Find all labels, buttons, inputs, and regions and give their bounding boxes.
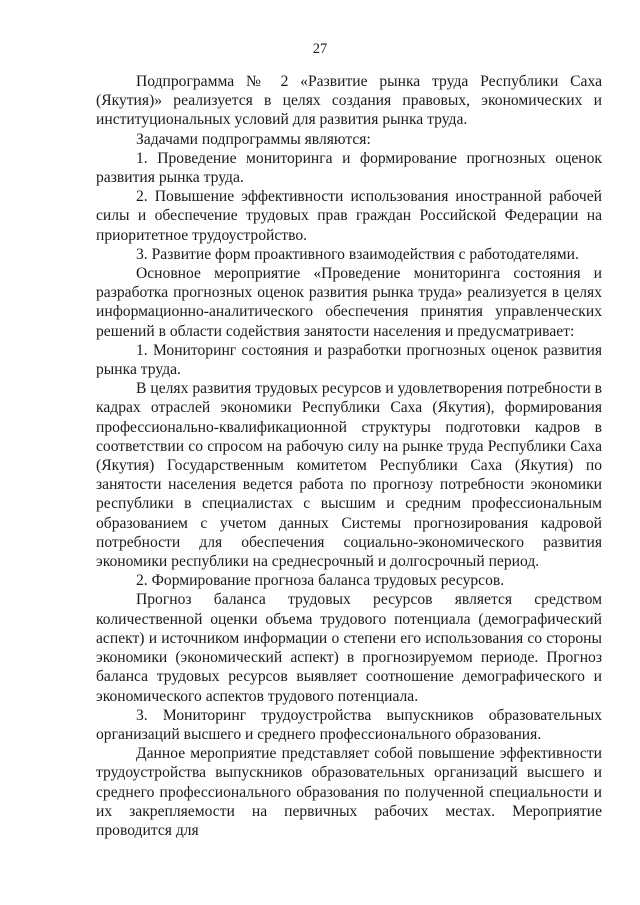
paragraph-forecast-balance: Прогноз баланса трудовых ресурсов является средством количественной оценки объема трудового потенциала (демографический аспект) и источником информации о степени его использования со стороны экономики (экономический аспект) в прогнозируемом периоде. Прогноз баланса трудовых ресурсов выявляет соотношение демографического и экономического аспектов трудового потенциала. [96,591,602,705]
paragraph-tasks-heading: Задачами подпрограммы являются: [136,130,371,148]
paragraph-item-2-forecast: 2. Формирование прогноза баланса трудовых ресурсов. [136,572,505,590]
paragraph-task-2: 2. Повышение эффективности использования иностранной рабочей силы и обеспечение трудовых прав граждан Российской Федерации на приоритетное трудоустройство. [96,188,602,244]
paragraph-task-3: 3. Развитие форм проактивного взаимодействия с работодателями. [136,245,579,263]
paragraph-item-1-monitoring: 1. Мониторинг состояния и разработки прогнозных оценок развития рынка труда. [96,341,602,379]
paragraph-main-activity: Основное мероприятие «Проведение мониторинга состояния и разработка прогнозных оценок развития рынка труда» реализуется в целях информационно-аналитического обеспечения принятия управленческих решений в области содействия занятости населения и предусматривает: [96,265,602,340]
paragraph-task-1: 1. Проведение мониторинга и формирование прогнозных оценок развития рынка труда. [96,149,602,187]
document-body [96,72,602,840]
paragraph-activity-description: Данное мероприятие представляет собой повышение эффективности трудоустройства выпускников образовательных организаций высшего и среднего профессионального образования по полученной специальности и их закрепляемости на первичных рабочих местах. Мероприятие проводится для [96,745,602,839]
paragraph-item-3-graduates: 3. Мониторинг трудоустройства выпускников образовательных организаций высшего и среднего профессионального образования. [96,706,602,743]
paragraph-labor-resources: В целях развития трудовых ресурсов и удовлетворения потребности в кадрах отраслей экономики Республики Саха (Якутия), формирования профессионально-квалификационной структуры подготовки кадров в соответствии со спросом на рабочую силу на рынке труда Республики Саха (Якутия) Государственным комитетом Республики Саха (Якутия) по занятости населения ведется работа по прогнозу потребности экономики республики в специалистах с высшим и средним профессиональным образованием с учетом данных Системы прогнозирования кадровой потребности для обеспечения социально-экономического развития экономики республики на среднесрочный и долгосрочный период. [96,380,602,571]
page-number: 27 [312,41,328,57]
paragraph-subprogram-intro: Подпрограмма № 2 «Развитие рынка труда Республики Саха (Якутия)» реализуется в целях создания правовых, экономических и институциональных условий для развития рынка труда. [96,73,602,129]
